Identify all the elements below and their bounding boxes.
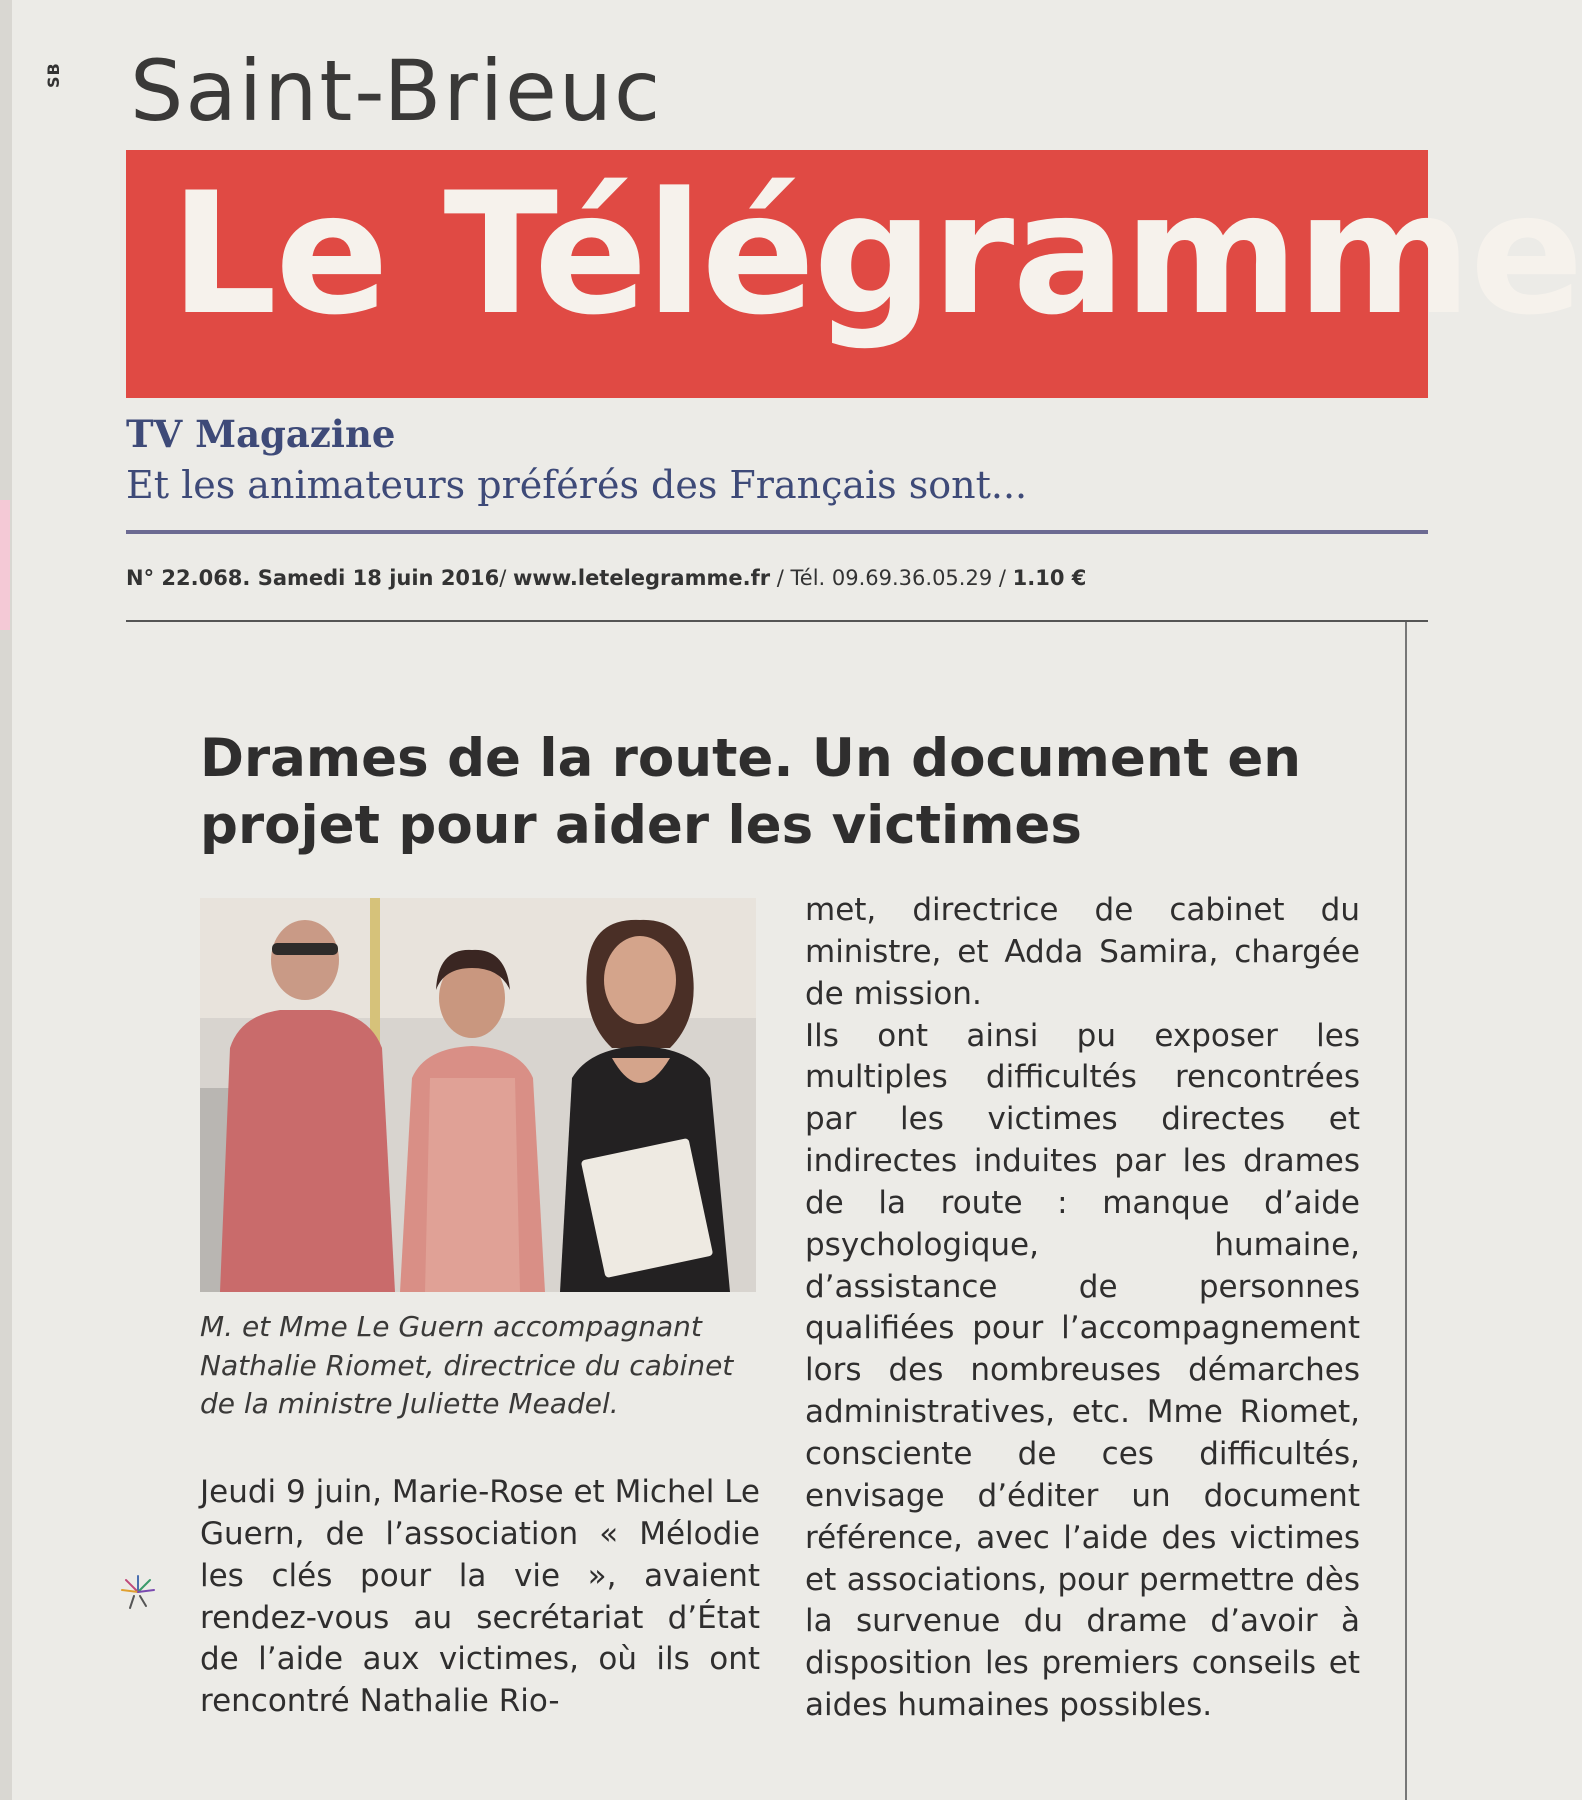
article-body-left: Jeudi 9 juin, Marie-Rose et Michel Le Guern, de l’association « Mélodie les clés pour la vie », avaient rendez-vous au secrétariat d’État de l’aide aux victimes, où ils ont rencontré Nathalie Rio-: [200, 1474, 760, 1720]
website-link[interactable]: www.letelegramme.fr: [513, 566, 771, 590]
folio-separator: /: [499, 566, 514, 590]
teaser-text: Et les animateurs préférés des Français sont...: [126, 463, 1028, 507]
body-paragraph: met, directrice de cabinet du ministre, et Adda Samira, chargée de mission.: [805, 892, 1360, 1012]
price: 1.10 €: [1012, 566, 1087, 590]
body-paragraph: Ils ont ainsi pu exposer les multiples difficultés rencontrées par les victimes directes et indirectes induites par les drames de la route : manque d’aide psychologique, humaine, d’assistance de personnes qualifiées pour l’accompagnement lors des nombreuses démarches administratives, etc. Mme Riomet, consciente de ces difficultés, envisage d’éditer un document référence, avec l’aide des victimes et associations, pour permettre dès la survenue du drame d’avoir à disposition les premiers conseils et aides humaines possibles.: [805, 1017, 1360, 1724]
phone-number: Tél. 09.69.36.05.29: [790, 566, 993, 590]
teaser-kicker: TV Magazine: [126, 412, 396, 456]
header-rule: [126, 530, 1428, 534]
page-edge-tab: [0, 500, 10, 630]
column-rule: [1405, 622, 1407, 1800]
photo-caption: M. et Mme Le Guern accompagnant Nathalie Riomet, directrice du cabinet de la ministre Juliette Meadel.: [200, 1310, 734, 1421]
photo-illustration: [200, 898, 756, 1292]
edition-city: Saint-Brieuc: [130, 42, 663, 140]
folio-line: [126, 566, 1086, 590]
sparkle-mark-icon: [120, 1572, 156, 1612]
article-headline: Drames de la route. Un document en projet pour aider les victimes: [200, 728, 1302, 856]
folio-separator: /: [770, 566, 791, 590]
newspaper-title: Le Télégramme: [170, 156, 1582, 352]
edition-code: SB: [44, 62, 63, 88]
article-photo: [200, 898, 756, 1292]
issue-info: N° 22.068. Samedi 18 juin 2016: [126, 566, 500, 590]
folio-rule: [126, 620, 1428, 622]
folio-separator: /: [992, 566, 1013, 590]
page-edge: [0, 0, 12, 1800]
article-body-right: [805, 890, 1360, 1727]
